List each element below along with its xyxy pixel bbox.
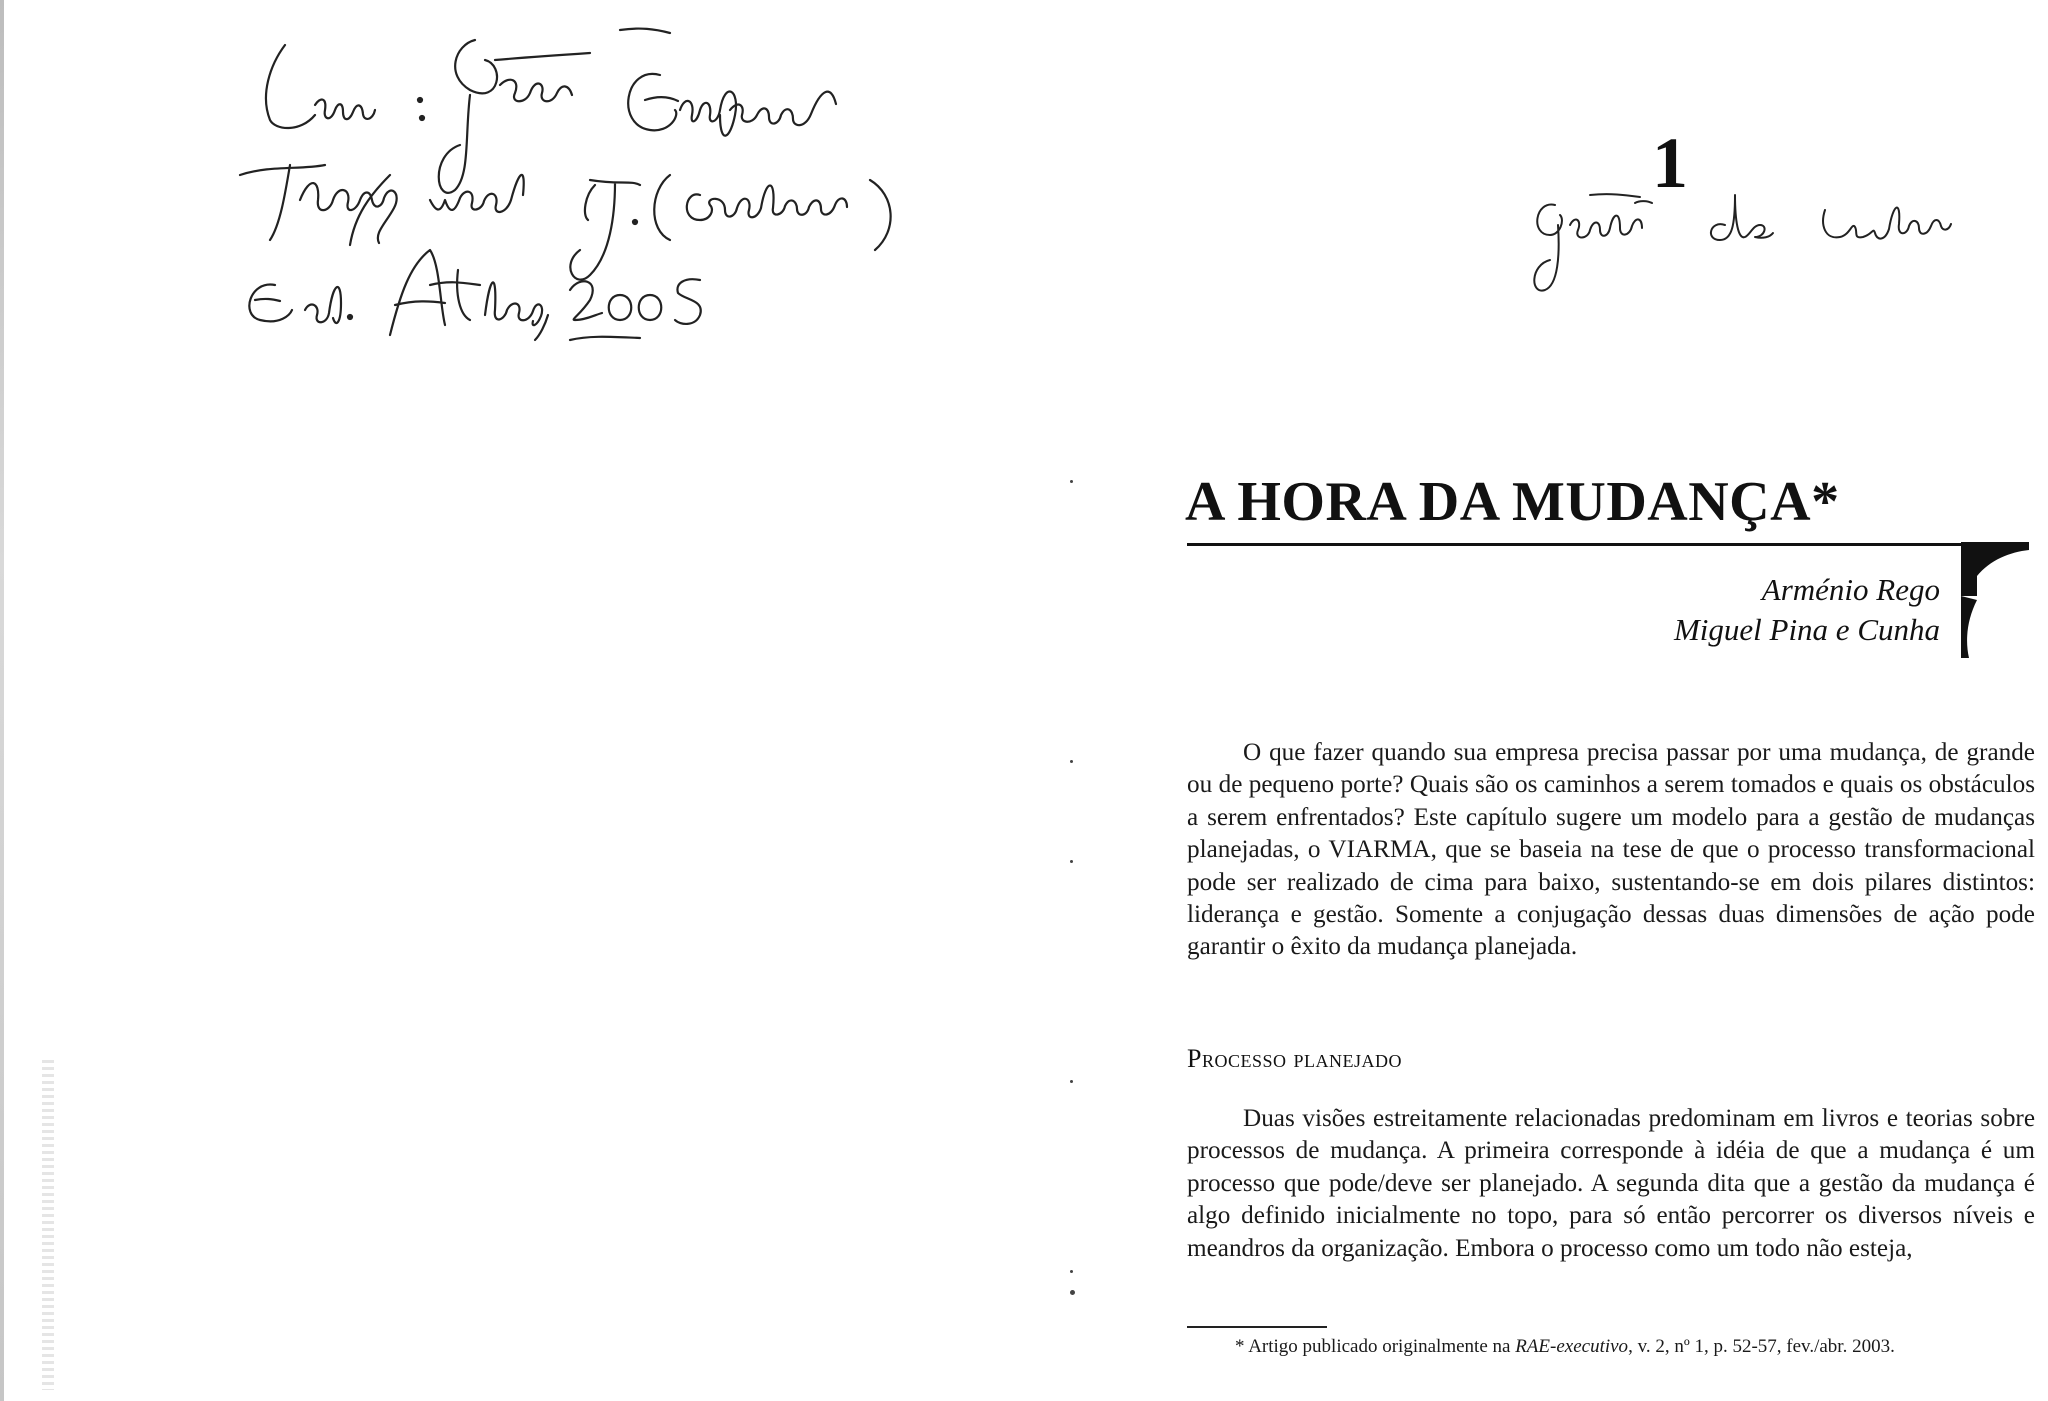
author-2: Miguel Pina e Cunha [1673, 612, 1940, 647]
footnote-prefix: * Artigo publicado originalmente na [1235, 1336, 1516, 1357]
authors [1674, 570, 1940, 650]
chapter-title [1185, 470, 2045, 534]
handwritten-book-note [230, 15, 1090, 395]
body-text [1187, 1103, 2035, 1265]
body-paragraph: Duas visões estreitamente relacionadas predominam em livros e teorias sobre processos de mudança. A primeira corresponde à idéia de que a mudança é um processo que pode/deve ser planejado. A segunda dita que a gestão da mudança é algo definido inicialmente no topo, para só então percorrer os diversos níveis e meandros da organização. Embora o processo como um todo não esteja, [1187, 1105, 2035, 1262]
footnote-suffix: , v. 2, nº 1, p. 52-57, fev./abr. 2003. [1628, 1336, 1895, 1357]
handwritten-chapter-note [1520, 165, 2020, 300]
footnote [1235, 1336, 1895, 1358]
chapter-number: 1 [1652, 123, 1688, 203]
right-page [1075, 0, 2048, 1401]
author-1: Arménio Rego [1761, 572, 1940, 607]
title-rule [1187, 543, 1977, 546]
footnote-journal: RAE-executivo [1515, 1336, 1629, 1357]
abstract [1187, 737, 2035, 964]
abstract-paragraph: O que fazer quando sua empresa precisa passar por uma mudança, de grande ou de pequeno porte? Quais são os caminhos a serem tomados e quais os obstáculos a serem enfrentados? Este capítulo sugere um modelo para a gestão de mudanças planejadas, o VIARMA, que se baseia na tese de que o processo transformacional pode ser realizado de cima para baixo, sustentando-se em dois pilares distintos: liderança e gestão. Somente a conjugação dessas duas dimensões de ação pode garantir o êxito da mudança planejada. [1187, 739, 2035, 961]
title-footnote-mark: * [1811, 471, 1840, 533]
footnote-rule [1187, 1326, 1327, 1328]
chapter-title-text: A HORA DA MUDANÇA [1185, 471, 1812, 533]
corner-bracket-mark [1955, 540, 2035, 670]
section-heading: Processo planejado [1187, 1044, 1402, 1073]
